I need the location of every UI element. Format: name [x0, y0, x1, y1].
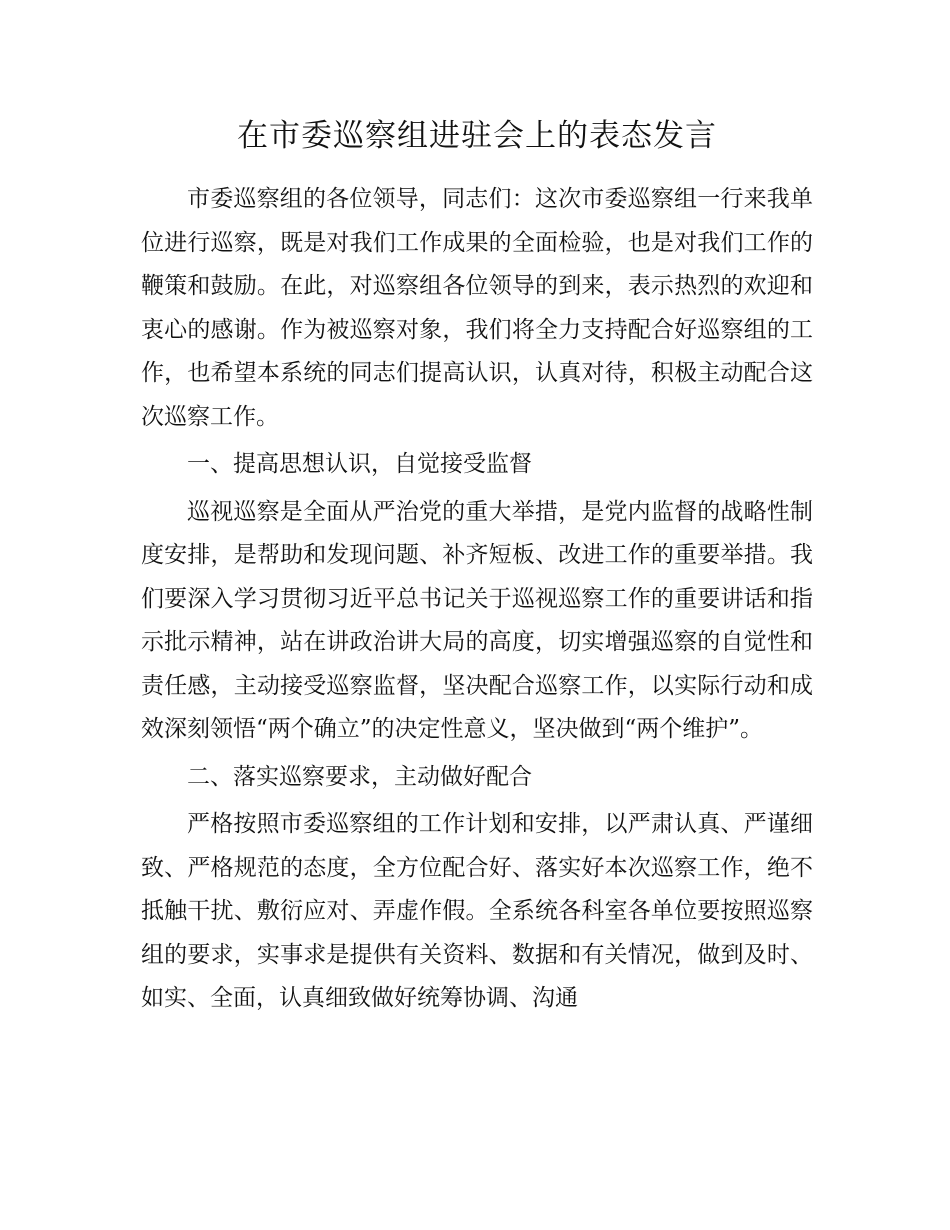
document-page — [141, 108, 813, 1021]
document-title: 在市委巡察组进驻会上的表态发言 — [237, 118, 717, 154]
section-1-heading: 一、提高思想认识，自觉接受监督 — [187, 451, 532, 477]
section-2-paragraph: 严格按照市委巡察组的工作计划和安排，以严肃认真、严谨细致、严格规范的态度，全方位配合好、落实好本次巡察工作，绝不抵触干扰、敷衍应对、弄虚作假。全系统各科室各单位要按照巡察组的要求，实事求是提供有关资料、数据和有关情况，做到及时、如实、全面，认真细致做好统筹协调、沟通 — [141, 811, 813, 1011]
section-2-heading: 二、落实巡察要求，主动做好配合 — [187, 763, 532, 790]
intro-paragraph: 市委巡察组的各位领导，同志们：这次市委巡察组一行来我单位进行巡察，既是对我们工作成果的全面检验，也是对我们工作的鞭策和鼓励。在此，对巡察组各位领导的到来，表示热烈的欢迎和衷心的感谢。作为被巡察对象，我们将全力支持配合好巡察组的工作，也希望本系统的同志们提高认识，认真对待，积极主动配合这次巡察工作。 — [141, 186, 813, 430]
section-1-paragraph: 巡视巡察是全面从严治党的重大举措，是党内监督的战略性制度安排，是帮助和发现问题、补齐短板、改进工作的重要举措。我们要深入学习贯彻习近平总书记关于巡视巡察工作的重要讲话和指示批示精神，站在讲政治讲大局的高度，切实增强巡察的自觉性和责任感，主动接受巡察监督，坚决配合巡察工作，以实际行动和成效深刻领悟“两个确立”的决定性意义，坚决做到“两个维护”。 — [141, 498, 813, 742]
